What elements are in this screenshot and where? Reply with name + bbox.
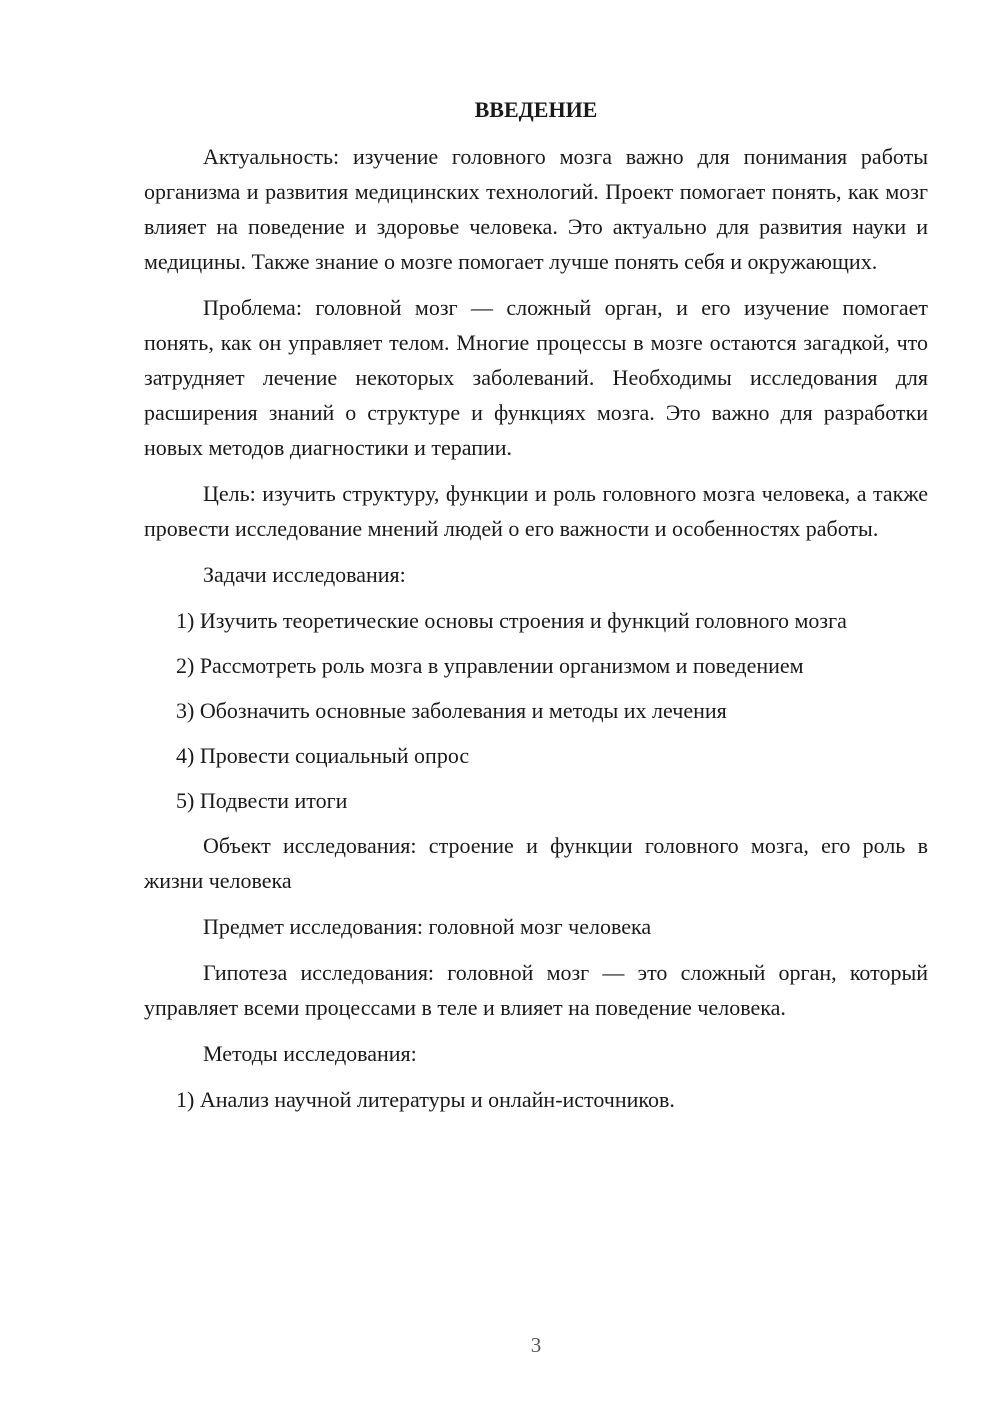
paragraph-relevance: Актуальность: изучение головного мозга важно для понимания работы организма и развития медицинских технологий. Проект помогает понять, как мозг влияет на поведение и здоровье человека. Это актуально для развития науки и медицины. Также знание о мозге помогает лучше понять себя и окружающих.: [144, 144, 928, 274]
task-item: 2) Рассмотреть роль мозга в управлении организмом и поведением: [176, 653, 804, 678]
paragraph-goal: Цель: изучить структуру, функции и роль головного мозга человека, а также провести исследование мнений людей о его важности и особенностях работы.: [144, 481, 928, 541]
page-number: 3: [530, 1333, 542, 1357]
paragraph-hypothesis: Гипотеза исследования: головной мозг — это сложный орган, который управляет всеми процессами в теле и влияет на поведение человека.: [144, 960, 928, 1020]
methods-heading: Методы исследования:: [203, 1041, 417, 1066]
method-item: 1) Анализ научной литературы и онлайн-источников.: [176, 1087, 675, 1112]
section-title: ВВЕДЕНИЕ: [474, 97, 598, 122]
paragraph-problem: Проблема: головной мозг — сложный орган, и его изучение помогает понять, как он управляет телом. Многие процессы в мозге остаются загадкой, что затрудняет лечение некоторых заболеваний. Необходимы исследования для расширения знаний о структуре и функциях мозга. Это важно для разработки новых методов диагностики и терапии.: [144, 295, 928, 460]
paragraph-object: Объект исследования: строение и функции головного мозга, его роль в жизни человека: [144, 833, 928, 893]
task-item: 3) Обозначить основные заболевания и методы их лечения: [176, 698, 727, 723]
task-item: 5) Подвести итоги: [176, 788, 348, 813]
task-item: 1) Изучить теоретические основы строения и функций головного мозга: [176, 608, 847, 633]
tasks-heading: Задачи исследования:: [203, 562, 406, 587]
paragraph-subject: Предмет исследования: головной мозг человека: [203, 914, 652, 939]
task-item: 4) Провести социальный опрос: [176, 743, 470, 768]
page-content: [144, 92, 928, 1127]
